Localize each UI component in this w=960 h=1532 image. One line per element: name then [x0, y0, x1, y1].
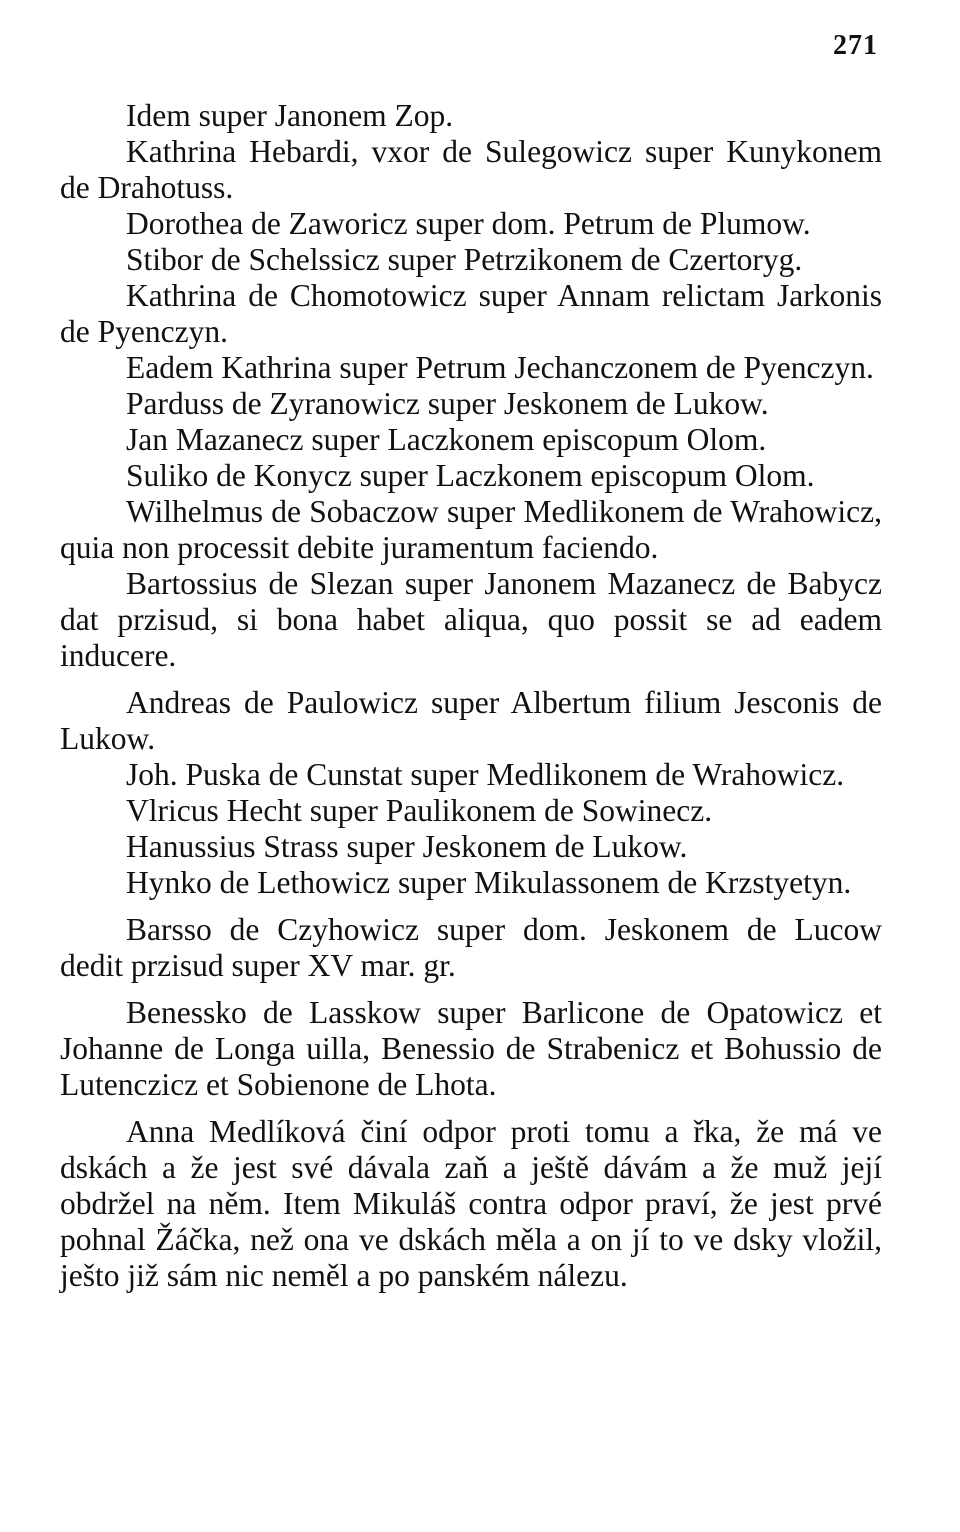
paragraph: Joh. Puska de Cunstat super Medlikonem de Wrahowicz.	[126, 757, 845, 792]
page-number: 271	[833, 30, 878, 61]
paragraph: Stibor de Schelssicz super Petrzikonem de Czertoryg.	[126, 242, 803, 277]
paragraph: Bartossius de Slezan super Janonem Mazanecz de Babycz dat przisud, si bona habet aliqua, quo possit se ad eadem inducere.	[60, 566, 882, 673]
paragraph: Dorothea de Zaworicz super dom. Petrum de Plumow.	[126, 206, 811, 241]
paragraph: Hynko de Lethowicz super Mikulassonem de Krzstyetyn.	[126, 865, 852, 900]
text-body	[60, 98, 882, 1294]
paragraph: Anna Medlíková činí odpor proti tomu a řka, že má ve dskách a že jest své dávala zaň a ještě dávám a že muž její obdržel na něm. Item Mikuláš contra odpor praví, že jest prvé pohnal Žáčka, než ona ve dskách měla a on jí to ve dsky vložil, ješto již sám nic neměl a po panském nálezu.	[60, 1114, 882, 1293]
paragraph: Barsso de Czyhowicz super dom. Jeskonem de Lucow dedit przisud super XV mar. gr.	[60, 912, 882, 983]
paragraph: Suliko de Konycz super Laczkonem episcopum Olom.	[126, 458, 815, 493]
paragraph: Kathrina de Chomotowicz super Annam relictam Jarkonis de Pyenczyn.	[60, 278, 882, 349]
paragraph: Vlricus Hecht super Paulikonem de Sowinecz.	[126, 793, 713, 828]
paragraph: Eadem Kathrina super Petrum Jechanczonem de Pyenczyn.	[126, 350, 874, 385]
paragraph: Idem super Janonem Zop.	[126, 98, 454, 133]
paragraph: Parduss de Zyranowicz super Jeskonem de Lukow.	[126, 386, 769, 421]
paragraph: Kathrina Hebardi, vxor de Sulegowicz super Kunykonem de Drahotuss.	[60, 134, 882, 205]
paragraph: Wilhelmus de Sobaczow super Medlikonem de Wrahowicz, quia non processit debite juramentum faciendo.	[60, 494, 882, 565]
paragraph: Benessko de Lasskow super Barlicone de Opatowicz et Johanne de Longa uilla, Benessio de Strabenicz et Bohussio de Lutenczicz et Sobienone de Lhota.	[60, 995, 882, 1102]
paragraph: Hanussius Strass super Jeskonem de Lukow.	[126, 829, 688, 864]
paragraph: Jan Mazanecz super Laczkonem episcopum Olom.	[126, 422, 767, 457]
paragraph: Andreas de Paulowicz super Albertum filium Jesconis de Lukow.	[60, 685, 882, 756]
